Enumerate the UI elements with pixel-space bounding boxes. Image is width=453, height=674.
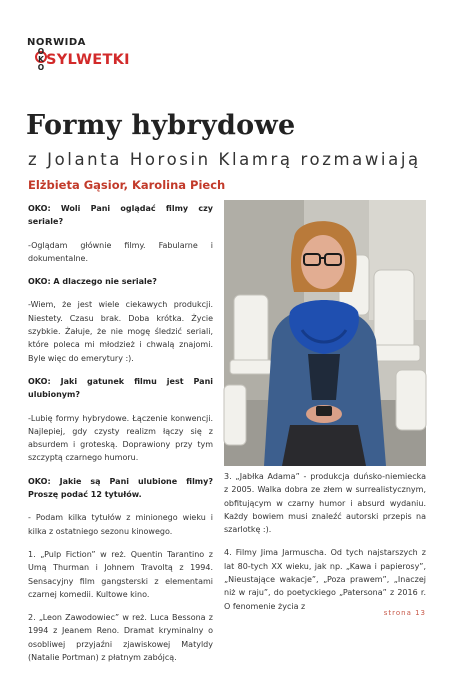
interview-answer: -Wiem, że jest wiele ciekawych produkcji. Niestety. Czasu brak. Doba krótka. Życie szybkie. Żałuje, że nie mogę śledzić seriali, które poleca mi młodzież i chwalą znajomi. Byle więc do emerytury :). — [28, 300, 213, 363]
film-entry: 2. „Leon Zawodowiec” w reż. Luca Bessona z 1994 z Jeanem Reno. Dramat kryminalny o osobliwej przyjaźni zjawiskowej Matyldy (Natalie Portman) z płatnym zabójcą. — [28, 613, 213, 663]
film-entry: 4. Filmy Jima Jarmuscha. Od tych najstarszych z lat 80-tych XX wieku, jak np. „Kawa i papierosy”,„Nieustające wakacje”, „Poza prawem”, „Inaczej niż w raju”, do poetyckiego „Patersona” z 2016 r. O fenomenie życia z — [224, 548, 426, 611]
photo-face — [301, 235, 345, 289]
interview-answer: - Podam kilka tytułów z minionego wieku i kilka z ostatniego sezonu kinowego. — [28, 513, 213, 536]
logo-side-letter: O — [37, 63, 45, 72]
logo-side-letter: O — [37, 47, 45, 56]
article-title: Formy hybrydowe — [26, 110, 296, 141]
interview-question: OKO: A dlaczego nie seriale? — [28, 277, 157, 287]
page-number: strona 13 — [383, 609, 426, 617]
logo-side-letter: K — [38, 55, 44, 64]
film-entry: 3. „Jabłka Adama” - produkcja duńsko-niemiecka z 2005. Walka dobra ze złem w surrealistycznym, obfitującym w czarny humor i absurd wydaniu. Każdy bowiem musi znaleźć autorski przepis na szarlotkę :). — [224, 472, 426, 535]
logo-top-text: NORWIDA — [27, 37, 86, 48]
interview-question: OKO: Jakie są Pani ulubione filmy? Proszę podać 12 tytułów. — [28, 476, 213, 500]
interview-answer: -Lubię formy hybrydowe. Łączenie konwencji. Najlepiej, gdy czysty realizm łączy się z absurdem i groteską. Doprawiony przy tym szczyptą czarnego humoru. — [28, 413, 213, 463]
left-text-column — [28, 202, 213, 674]
article-authors: Elżbieta Gąsior, Karolina Piech — [28, 178, 226, 192]
photo-illustration — [224, 200, 426, 466]
photo-phone — [316, 406, 332, 416]
interview-question: OKO: Woli Pani oglądać filmy czy seriale? — [28, 204, 213, 227]
right-text-column — [224, 470, 426, 623]
logo-side-letters — [37, 48, 45, 72]
interviewee-photo — [224, 200, 426, 466]
photo-sweater — [308, 354, 340, 400]
magazine-logo — [27, 37, 167, 81]
film-entry: 1. „Pulp Fiction” w reż. Quentin Tarantino z Umą Thurman i Johnem Travoltą z 1994. Sensacyjny film gangsterski z elementami czarnej komedii. Kultowe kino. — [28, 549, 213, 599]
logo-main-text: SYLWETKI — [46, 52, 130, 68]
article-subtitle: z Jolanta Horosin Klamrą rozmawiają — [28, 150, 421, 169]
photo-legs — [282, 425, 366, 466]
interview-answer: -Oglądam głównie filmy. Fabularne i dokumentalne. — [28, 240, 213, 263]
interview-question: OKO: Jaki gatunek filmu jest Pani ulubionym? — [28, 376, 213, 400]
